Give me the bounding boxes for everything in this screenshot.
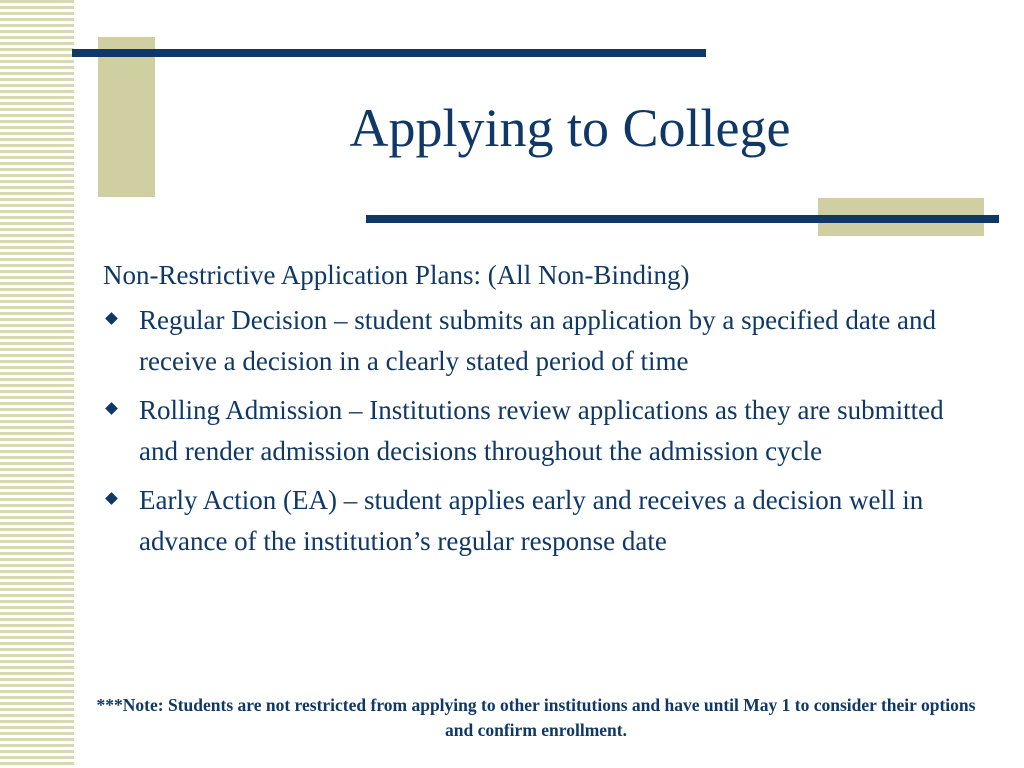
decorative-tan-block-top [98,37,155,197]
diamond-bullet-icon [105,492,118,505]
list-item [103,480,983,562]
slide-title: Applying to College [349,98,791,158]
decorative-stripe-bar [0,0,74,768]
list-item-text: Early Action (EA) – student applies early and receives a decision well in advance of the institution’s regular response date [139,485,924,556]
intro-text: Non-Restrictive Application Plans: (All Non-Binding) [103,260,690,290]
decorative-rule-top [72,49,706,57]
list-item-text: Regular Decision – student submits an application by a specified date and receive a decision in a clearly stated period of time [139,305,937,376]
diamond-bullet-icon [105,312,118,325]
list-item-text: Rolling Admission – Institutions review applications as they are submitted and render admission decisions throughout the admission cycle [139,395,944,466]
diamond-bullet-icon [105,402,118,415]
footnote: ***Note: Students are not restricted from applying to other institutions and have until May 1 to consider their options and confirm enrollment. [96,695,976,740]
list-item [103,300,983,382]
bullet-list [103,300,983,562]
list-item [103,390,983,472]
slide-content [103,256,983,570]
decorative-rule-bottom [366,215,999,223]
